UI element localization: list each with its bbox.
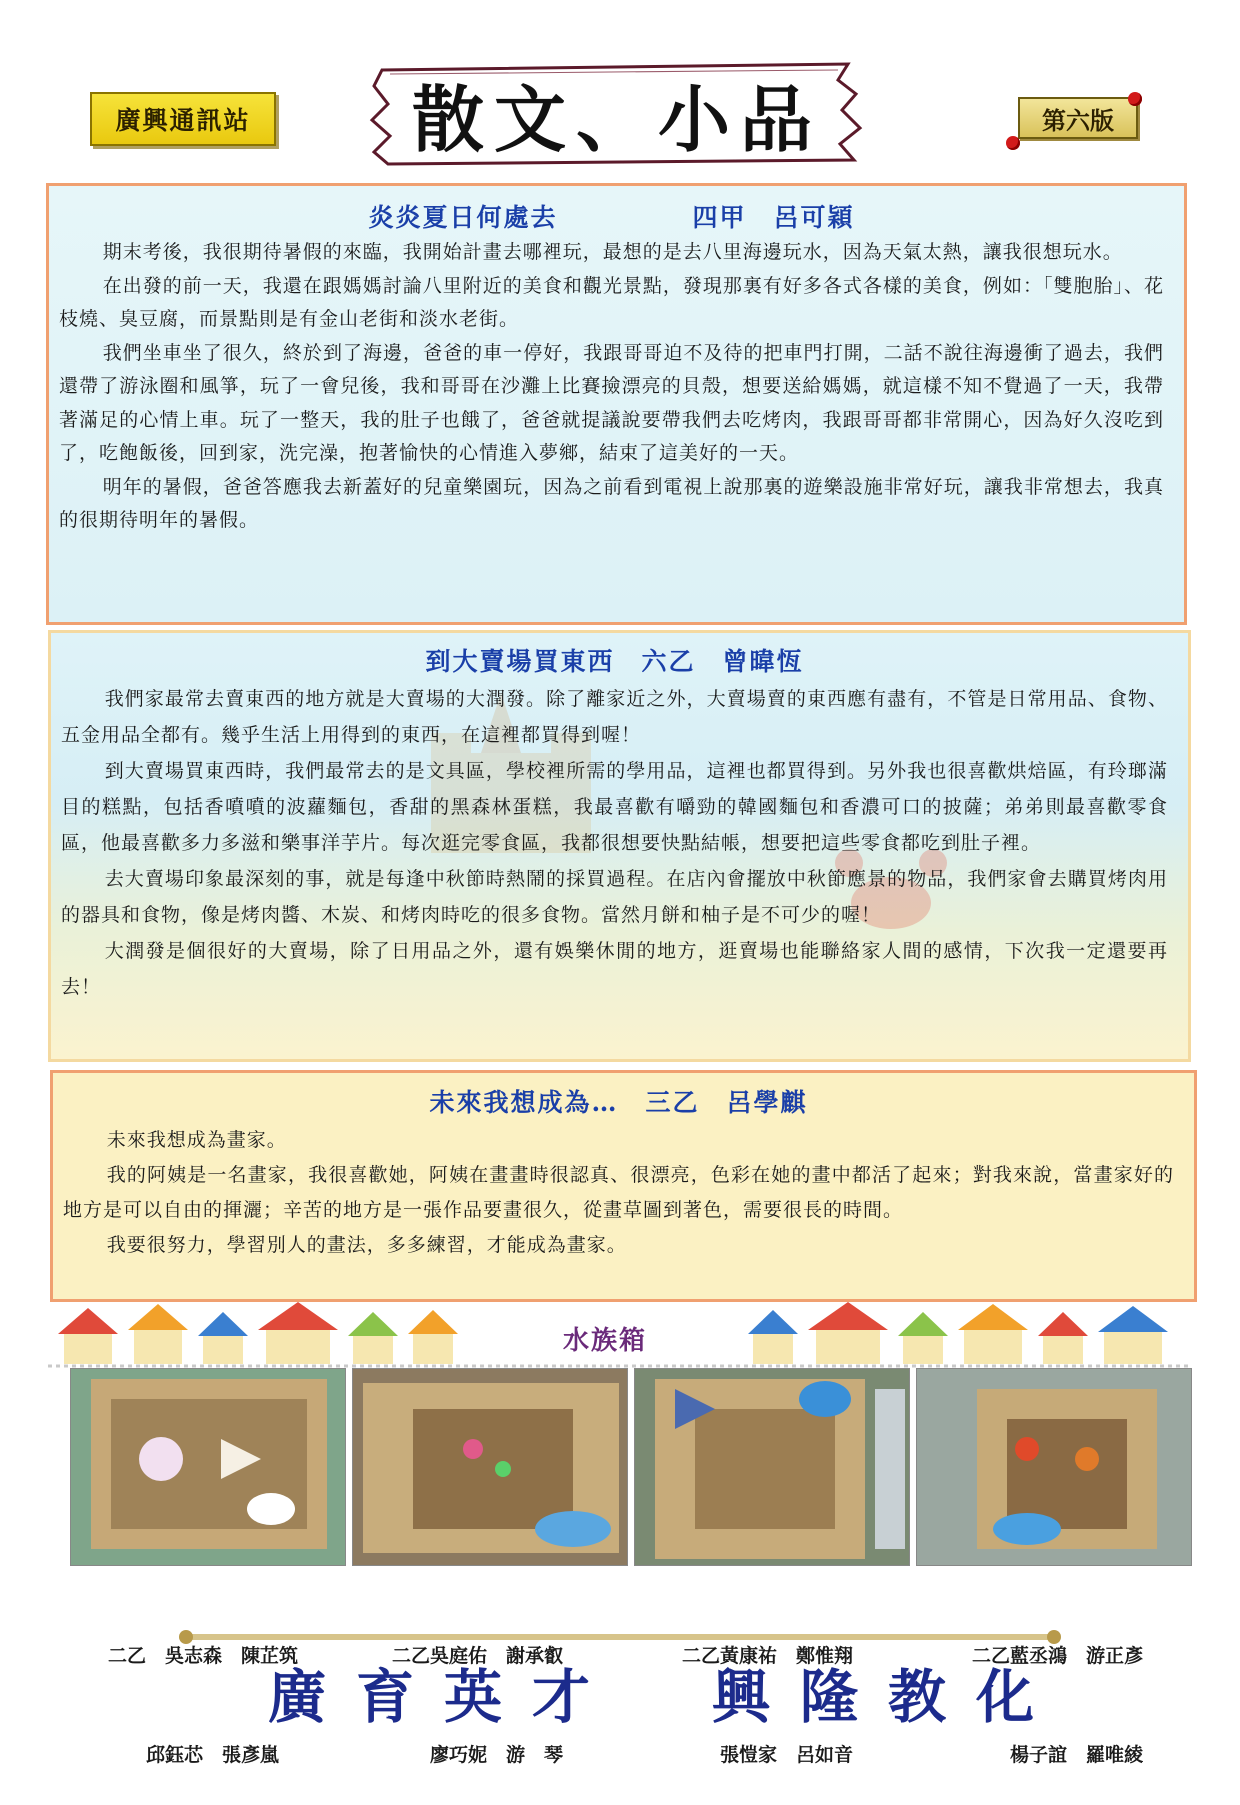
paragraph: 大潤發是個很好的大賣場，除了日用品之外，還有娛樂休閒的地方，逛賣場也能聯絡家人間的感情，下次我一定還要再去！	[61, 940, 1168, 998]
article-body	[59, 236, 1164, 538]
article-summer	[46, 183, 1187, 625]
article-title: 炎炎夏日何處去 四甲 呂可穎	[368, 203, 855, 232]
photo-illustration	[917, 1369, 1192, 1566]
name-line: 二乙藍丞鴻 游正彥	[972, 1645, 1144, 1667]
motto-right: 興隆教化	[712, 1663, 1065, 1731]
article-body	[61, 681, 1168, 1005]
name-line: 廖巧妮 游 琴	[392, 1744, 564, 1766]
paragraph: 期末考後，我很期待暑假的來臨，我開始計畫去哪裡玩，最想的是去八里海邊玩水，因為天氣太熱，讓我很想玩水。	[102, 241, 1123, 263]
name-line: 二乙黃康祐 鄭惟翔	[682, 1645, 854, 1667]
station-badge	[90, 92, 276, 146]
page-title: 散文、小品	[411, 77, 822, 162]
photo-illustration	[635, 1369, 910, 1566]
paragraph: 去大賣場印象最深刻的事，就是每逢中秋節時熱鬧的採買過程。在店內會擺放中秋節應景的物品，我們家會去購買烤肉用的器具和食物，像是烤肉醬、木炭、和烤肉時吃的很多食物。當然月餅和柚子是不可少的喔！	[61, 868, 1168, 926]
paragraph: 在出發的前一天，我還在跟媽媽討論八里附近的美食和觀光景點，發現那裏有好多各式各樣的美食，例如：「雙胞胎」、花枝燒、臭豆腐，而景點則是有金山老街和淡水老街。	[59, 274, 1164, 330]
aquarium-photo-3	[634, 1368, 910, 1566]
name-line: 二乙 吳志森 陳芷筑	[108, 1645, 299, 1667]
aquarium-photo-1	[70, 1368, 346, 1566]
aquarium-photo-2	[352, 1368, 628, 1566]
article-title: 到大賣場買東西 六乙 曾暐恆	[425, 647, 804, 676]
name-line: 邱鈺芯 張彥嵐	[108, 1744, 280, 1766]
scroll-bar-decoration	[178, 1630, 1062, 1644]
article-hypermarket	[48, 630, 1191, 1062]
article-body	[63, 1123, 1174, 1263]
paragraph: 我們坐車坐了很久，終於到了海邊，爸爸的車一停好，我跟哥哥迫不及待的把車門打開，二話不說往海邊衝了過去，我們還帶了游泳圈和風箏，玩了一會兒後，我和哥哥在沙灘上比賽撿漂亮的貝殼，想要送給媽媽，就這樣不知不覺過了一天，我帶著滿足的心情上車。玩了一整天，我的肚子也餓了，爸爸就提議說要帶我們去吃烤肉，我跟哥哥都非常開心，因為好久沒吃到了，吃飽飯後，回到家，洗完澡，抱著愉快的心情進入夢鄉，結束了這美好的一天。	[59, 341, 1164, 464]
aquarium-title: 水族箱	[562, 1326, 647, 1356]
red-dot-decoration	[1006, 136, 1020, 150]
name-line: 楊子誼 羅唯綾	[972, 1744, 1144, 1766]
photo-illustration	[353, 1369, 628, 1566]
paragraph: 未來我想成為畫家。	[106, 1129, 287, 1151]
paragraph: 我要很努力，學習別人的畫法，多多練習，才能成為畫家。	[106, 1234, 627, 1256]
motto-left: 廣育英才	[268, 1663, 621, 1731]
article-future	[50, 1070, 1197, 1302]
paragraph: 我們家最常去賣東西的地方就是大賣場的大潤發。除了離家近之外，大賣場賣的東西應有盡有，不管是日常用品、食物、五金用品全都有。幾乎生活上用得到的東西，在這裡都買得到喔！	[61, 688, 1168, 746]
masthead	[368, 60, 866, 168]
article-title: 未來我想成為… 三乙 呂學麒	[429, 1088, 808, 1117]
edition-label: 第六版	[1042, 105, 1114, 135]
paragraph: 明年的暑假，爸爸答應我去新蓋好的兒童樂園玩，因為之前看到電視上說那裏的遊樂設施非常好玩，讓我非常想去，我真的很期待明年的暑假。	[59, 475, 1164, 531]
paragraph: 我的阿姨是一名畫家，我很喜歡她，阿姨在畫畫時很認真、很漂亮，色彩在她的畫中都活了起來；對我來說，當畫家好的地方是可以自由的揮灑；辛苦的地方是一張作品要畫很久，從畫草圖到著色，需要很長的時間。	[63, 1164, 1174, 1221]
name-line: 二乙吳庭佑 謝承叡	[392, 1645, 564, 1667]
photo-illustration	[71, 1369, 346, 1566]
station-name: 廣興通訊站	[115, 106, 251, 135]
red-dot-decoration	[1128, 92, 1142, 106]
aquarium-photo-4	[916, 1368, 1192, 1566]
paragraph: 到大賣場買東西時，我們最常去的是文具區，學校裡所需的學用品，這裡也都買得到。另外我也很喜歡烘焙區，有玲瑯滿目的糕點，包括香噴噴的波蘿麵包，香甜的黑森林蛋糕，我最喜歡有嚼勁的韓國麵包和香濃可口的披薩；弟弟則最喜歡零食區，他最喜歡多力多滋和樂事洋芋片。每次逛完零食區，我都很想要快點結帳，想要把這些零食都吃到肚子裡。	[61, 760, 1168, 854]
edition-badge	[1018, 97, 1138, 139]
name-line: 張愷家 呂如音	[682, 1744, 854, 1766]
